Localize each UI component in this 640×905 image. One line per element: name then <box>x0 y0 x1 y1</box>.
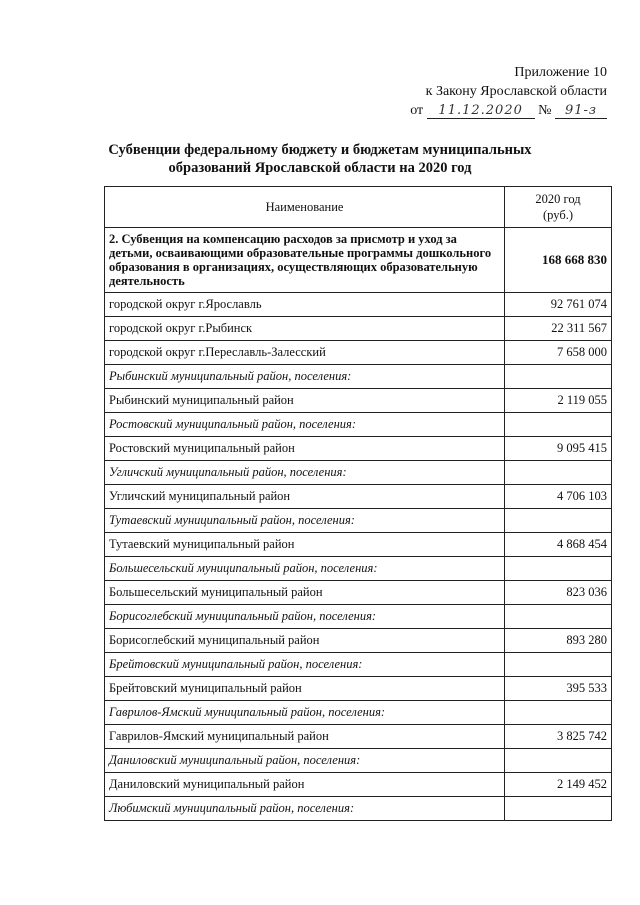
table-row <box>105 557 612 581</box>
row-name: Любимский муниципальный район, поселения: <box>105 797 505 821</box>
table-row <box>105 701 612 725</box>
row-name: Рыбинский муниципальный район <box>105 389 505 413</box>
table-row <box>105 773 612 797</box>
table-row <box>105 605 612 629</box>
row-value <box>505 557 612 581</box>
row-name: городской округ г.Переславль-Залесский <box>105 341 505 365</box>
row-value: 2 119 055 <box>505 389 612 413</box>
col-header-year <box>505 187 612 228</box>
row-name: Рыбинский муниципальный район, поселения: <box>105 365 505 389</box>
law-reference: к Закону Ярославской области <box>425 84 607 99</box>
table-row <box>105 533 612 557</box>
table-row <box>105 581 612 605</box>
row-value <box>505 413 612 437</box>
table-row <box>105 797 612 821</box>
row-value <box>505 365 612 389</box>
row-name: городской округ г.Рыбинск <box>105 317 505 341</box>
row-name: Большесельский муниципальный район, поселения: <box>105 557 505 581</box>
table-row <box>105 749 612 773</box>
table-row <box>105 293 612 317</box>
table-row <box>105 461 612 485</box>
law-date-number <box>410 101 607 120</box>
row-name: Ростовский муниципальный район, поселения: <box>105 413 505 437</box>
date-prefix: от <box>410 103 424 118</box>
section-total: 168 668 830 <box>505 228 612 293</box>
row-value <box>505 749 612 773</box>
table-row <box>105 341 612 365</box>
row-value: 2 149 452 <box>505 773 612 797</box>
row-value <box>505 461 612 485</box>
row-value <box>505 797 612 821</box>
col-header-name: Наименование <box>105 187 505 228</box>
table-header-row <box>105 187 612 228</box>
row-value: 823 036 <box>505 581 612 605</box>
subsidy-table <box>104 186 612 821</box>
col-header-unit: (руб.) <box>543 208 573 222</box>
row-name: Брейтовский муниципальный район <box>105 677 505 701</box>
row-name: Ростовский муниципальный район <box>105 437 505 461</box>
row-value: 4 706 103 <box>505 485 612 509</box>
table-row <box>105 317 612 341</box>
row-value: 395 533 <box>505 677 612 701</box>
table-row <box>105 653 612 677</box>
row-name: Даниловский муниципальный район <box>105 773 505 797</box>
row-value: 3 825 742 <box>505 725 612 749</box>
row-value <box>505 605 612 629</box>
row-value <box>505 509 612 533</box>
row-value <box>505 701 612 725</box>
table-row <box>105 365 612 389</box>
row-name: Борисоглебский муниципальный район <box>105 629 505 653</box>
table-row <box>105 677 612 701</box>
row-name: Брейтовский муниципальный район, поселения: <box>105 653 505 677</box>
section-name: 2. Субвенция на компенсацию расходов за присмотр и уход за детьми, осваивающими образовательные программы дошкольного образования в организациях, осуществляющих образовательную деятельность <box>105 228 505 293</box>
table-row <box>105 413 612 437</box>
row-name: Угличский муниципальный район <box>105 485 505 509</box>
row-value: 7 658 000 <box>505 341 612 365</box>
table-row <box>105 389 612 413</box>
section-row <box>105 228 612 293</box>
row-value: 4 868 454 <box>505 533 612 557</box>
handwritten-date: 11.12.2020 <box>427 103 535 119</box>
number-prefix: № <box>538 103 552 118</box>
row-value <box>505 653 612 677</box>
row-name: Борисоглебский муниципальный район, поселения: <box>105 605 505 629</box>
table-row <box>105 485 612 509</box>
appendix-label: Приложение 10 <box>514 65 607 80</box>
title-line-1: Субвенции федеральному бюджету и бюджетам муниципальных <box>108 142 532 158</box>
row-name: Даниловский муниципальный район, поселения: <box>105 749 505 773</box>
table-row <box>105 437 612 461</box>
col-header-year-label: 2020 год <box>535 192 581 206</box>
row-name: Гаврилов-Ямский муниципальный район, поселения: <box>105 701 505 725</box>
row-name: Угличский муниципальный район, поселения: <box>105 461 505 485</box>
document-title <box>0 141 640 177</box>
row-name: Гаврилов-Ямский муниципальный район <box>105 725 505 749</box>
row-value: 9 095 415 <box>505 437 612 461</box>
row-name: Тутаевский муниципальный район <box>105 533 505 557</box>
row-value: 92 761 074 <box>505 293 612 317</box>
appendix-header <box>410 63 607 120</box>
row-name: городской округ г.Ярославль <box>105 293 505 317</box>
table-row <box>105 629 612 653</box>
table-row <box>105 509 612 533</box>
row-value: 22 311 567 <box>505 317 612 341</box>
row-name: Тутаевский муниципальный район, поселения: <box>105 509 505 533</box>
row-name: Большесельский муниципальный район <box>105 581 505 605</box>
handwritten-number: 91-з <box>555 103 607 119</box>
row-value: 893 280 <box>505 629 612 653</box>
title-line-2: образований Ярославской области на 2020 год <box>168 160 472 176</box>
table-row <box>105 725 612 749</box>
